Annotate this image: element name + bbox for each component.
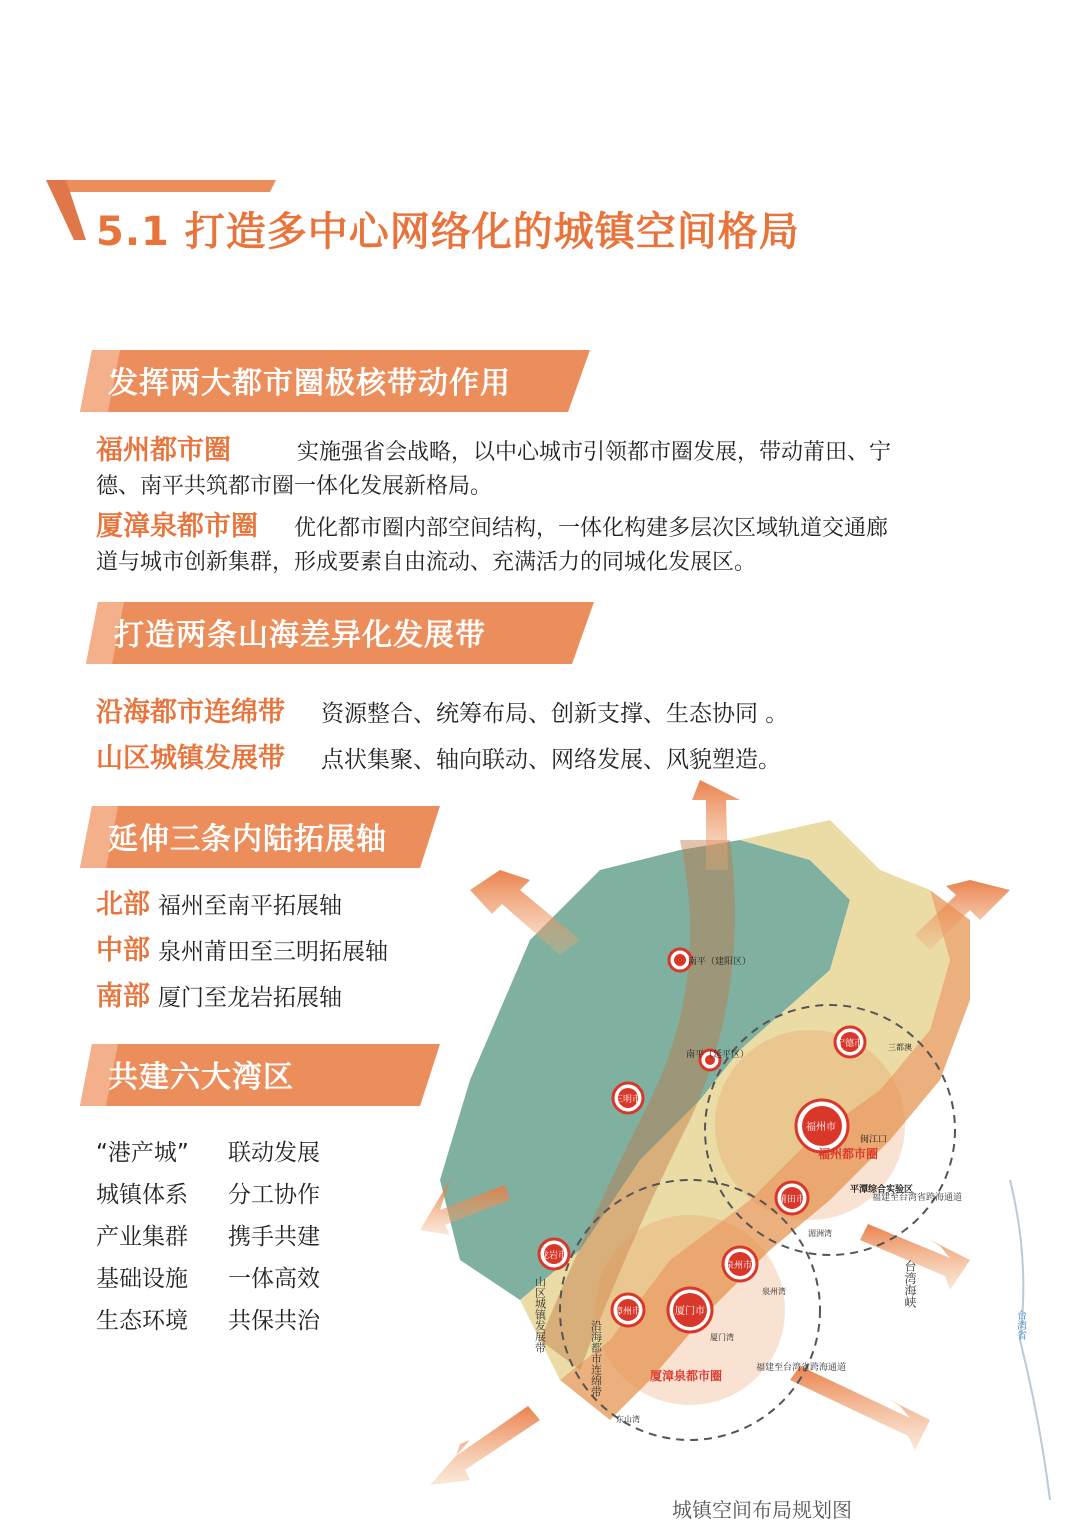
text-line: 优化都市圈内部空间结构，一体化构建多层次区域轨道交通廊	[294, 516, 889, 541]
strait-label: 台湾海峡	[903, 1260, 917, 1308]
text-line: 实施强省会战略，以中心城市引领都市圈发展，带动莆田、宁	[297, 440, 892, 465]
page-title: 5.1 打造多中心网络化的城镇空间格局	[96, 209, 800, 255]
quanzhou-bay-label: 泉州湾	[762, 1287, 786, 1296]
section-banner-2	[86, 602, 594, 662]
text-line: 德、南平共筑都市圈一体化发展新格局。	[96, 474, 493, 499]
text: 泉州莆田至三明拓展轴	[158, 939, 388, 965]
arrow-southwest	[430, 1406, 540, 1485]
xiamen-bay-label: 厦门湾	[710, 1333, 734, 1342]
taiwan-label: 台湾省	[1014, 1310, 1026, 1340]
bay-desc: 联动发展	[228, 1140, 320, 1166]
city-marker-fuzhou	[796, 1100, 848, 1152]
xzq-circle-label: 厦漳泉都市圈	[650, 1369, 723, 1383]
city-label: 漳州市	[614, 1307, 642, 1317]
city-marker-longyan	[539, 1239, 569, 1269]
pingtan-label: 平潭综合实验区	[850, 1185, 914, 1195]
bay-term: “港产城”	[96, 1140, 189, 1166]
keyword: 中部	[96, 935, 150, 966]
bay-item	[96, 1218, 320, 1251]
belt-coastal	[96, 690, 788, 729]
bay-item	[96, 1176, 320, 1209]
bay-term: 产业集群	[96, 1224, 188, 1250]
keyword: 福州都市圈	[96, 435, 231, 466]
city-marker-xiamen	[668, 1288, 712, 1332]
meizhou-bay-label: 湄洲湾	[808, 1229, 832, 1238]
axis-central	[96, 928, 388, 967]
map-caption: 城镇空间布局规划图	[672, 1498, 852, 1522]
bay-desc: 携手共建	[228, 1224, 320, 1250]
text: 点状集聚、轴向联动、网络发展、风貌塑造。	[321, 747, 781, 773]
city-label: 三明市	[614, 1095, 642, 1105]
paragraph-xzq	[96, 510, 888, 580]
bay-desc: 分工协作	[228, 1182, 320, 1208]
keyword: 北部	[96, 889, 150, 920]
bay-term: 基础设施	[96, 1266, 188, 1292]
city-label: 南平（建阳区）	[688, 957, 752, 967]
bay-item	[96, 1134, 320, 1167]
map-svg	[410, 780, 1080, 1510]
belt-mountain	[96, 736, 781, 775]
taiwan-coast	[1010, 1180, 1050, 1500]
city-label: 南平（延平区）	[686, 1050, 750, 1060]
sandu-bay-label: 三都澳	[888, 1043, 912, 1052]
coastal-belt-label: 沿海都市连绵带	[589, 1320, 603, 1397]
corridor-xiamen-label: 福建至台湾省跨海通道	[756, 1363, 847, 1373]
section-heading: 共建六大湾区	[108, 1060, 294, 1095]
axis-south	[96, 974, 342, 1013]
bay-desc: 共保共治	[228, 1308, 320, 1334]
mountain-belt-label: 山区城镇发展带	[533, 1276, 547, 1353]
city-marker-zhangzhou	[612, 1294, 644, 1326]
city-marker-sanming	[613, 1083, 643, 1113]
section-banner-3	[80, 806, 440, 866]
keyword: 厦漳泉都市圈	[96, 511, 258, 542]
city-label: 龙岩市	[540, 1251, 568, 1261]
bay-item	[96, 1260, 320, 1293]
text-line: 道与城市创新集群，形成要素自由流动、充满活力的同城化发展区。	[96, 550, 757, 575]
text: 资源整合、统筹布局、创新支撑、生态协同 。	[321, 701, 789, 727]
keyword: 山区城镇发展带	[96, 743, 285, 774]
paragraph-fuzhou	[96, 434, 891, 504]
corridor-fuzhou-label: 福建至台湾省跨海通道	[872, 1193, 963, 1203]
bay-item	[96, 1302, 320, 1335]
city-marker-ningde	[835, 1027, 865, 1057]
section-heading: 发挥两大都市圈极核带动作用	[108, 366, 511, 401]
text: 厦门至龙岩拓展轴	[158, 985, 342, 1011]
city-label: 泉州市	[725, 1261, 753, 1271]
section-banner-1	[80, 350, 590, 410]
city-label: 宁德市	[836, 1039, 864, 1049]
bay-desc: 一体高效	[228, 1266, 320, 1292]
city-label: 厦门市	[675, 1306, 705, 1317]
city-label: 福州市	[806, 1122, 836, 1133]
text: 福州至南平拓展轴	[158, 893, 342, 919]
city-label: 莆田市	[778, 1195, 806, 1205]
city-marker-putian	[776, 1182, 808, 1214]
section-heading: 打造两条山海差异化发展带	[114, 618, 486, 653]
arrow-southeast	[790, 1366, 930, 1450]
fuzhou-circle-label: 福州都市圈	[818, 1147, 879, 1161]
axis-north	[96, 882, 342, 921]
urban-layout-map	[410, 780, 1080, 1510]
city-marker-quanzhou	[723, 1247, 757, 1281]
keyword: 南部	[96, 981, 150, 1012]
section-banner-4	[80, 1044, 440, 1104]
section-heading: 延伸三条内陆拓展轴	[108, 822, 387, 857]
bay-term: 城镇体系	[96, 1182, 188, 1208]
minjiangkou-label: 闽江口	[860, 1135, 888, 1145]
dongshan-bay-label: 东山湾	[616, 1415, 640, 1424]
bay-term: 生态环境	[96, 1308, 188, 1334]
keyword: 沿海都市连绵带	[96, 697, 285, 728]
